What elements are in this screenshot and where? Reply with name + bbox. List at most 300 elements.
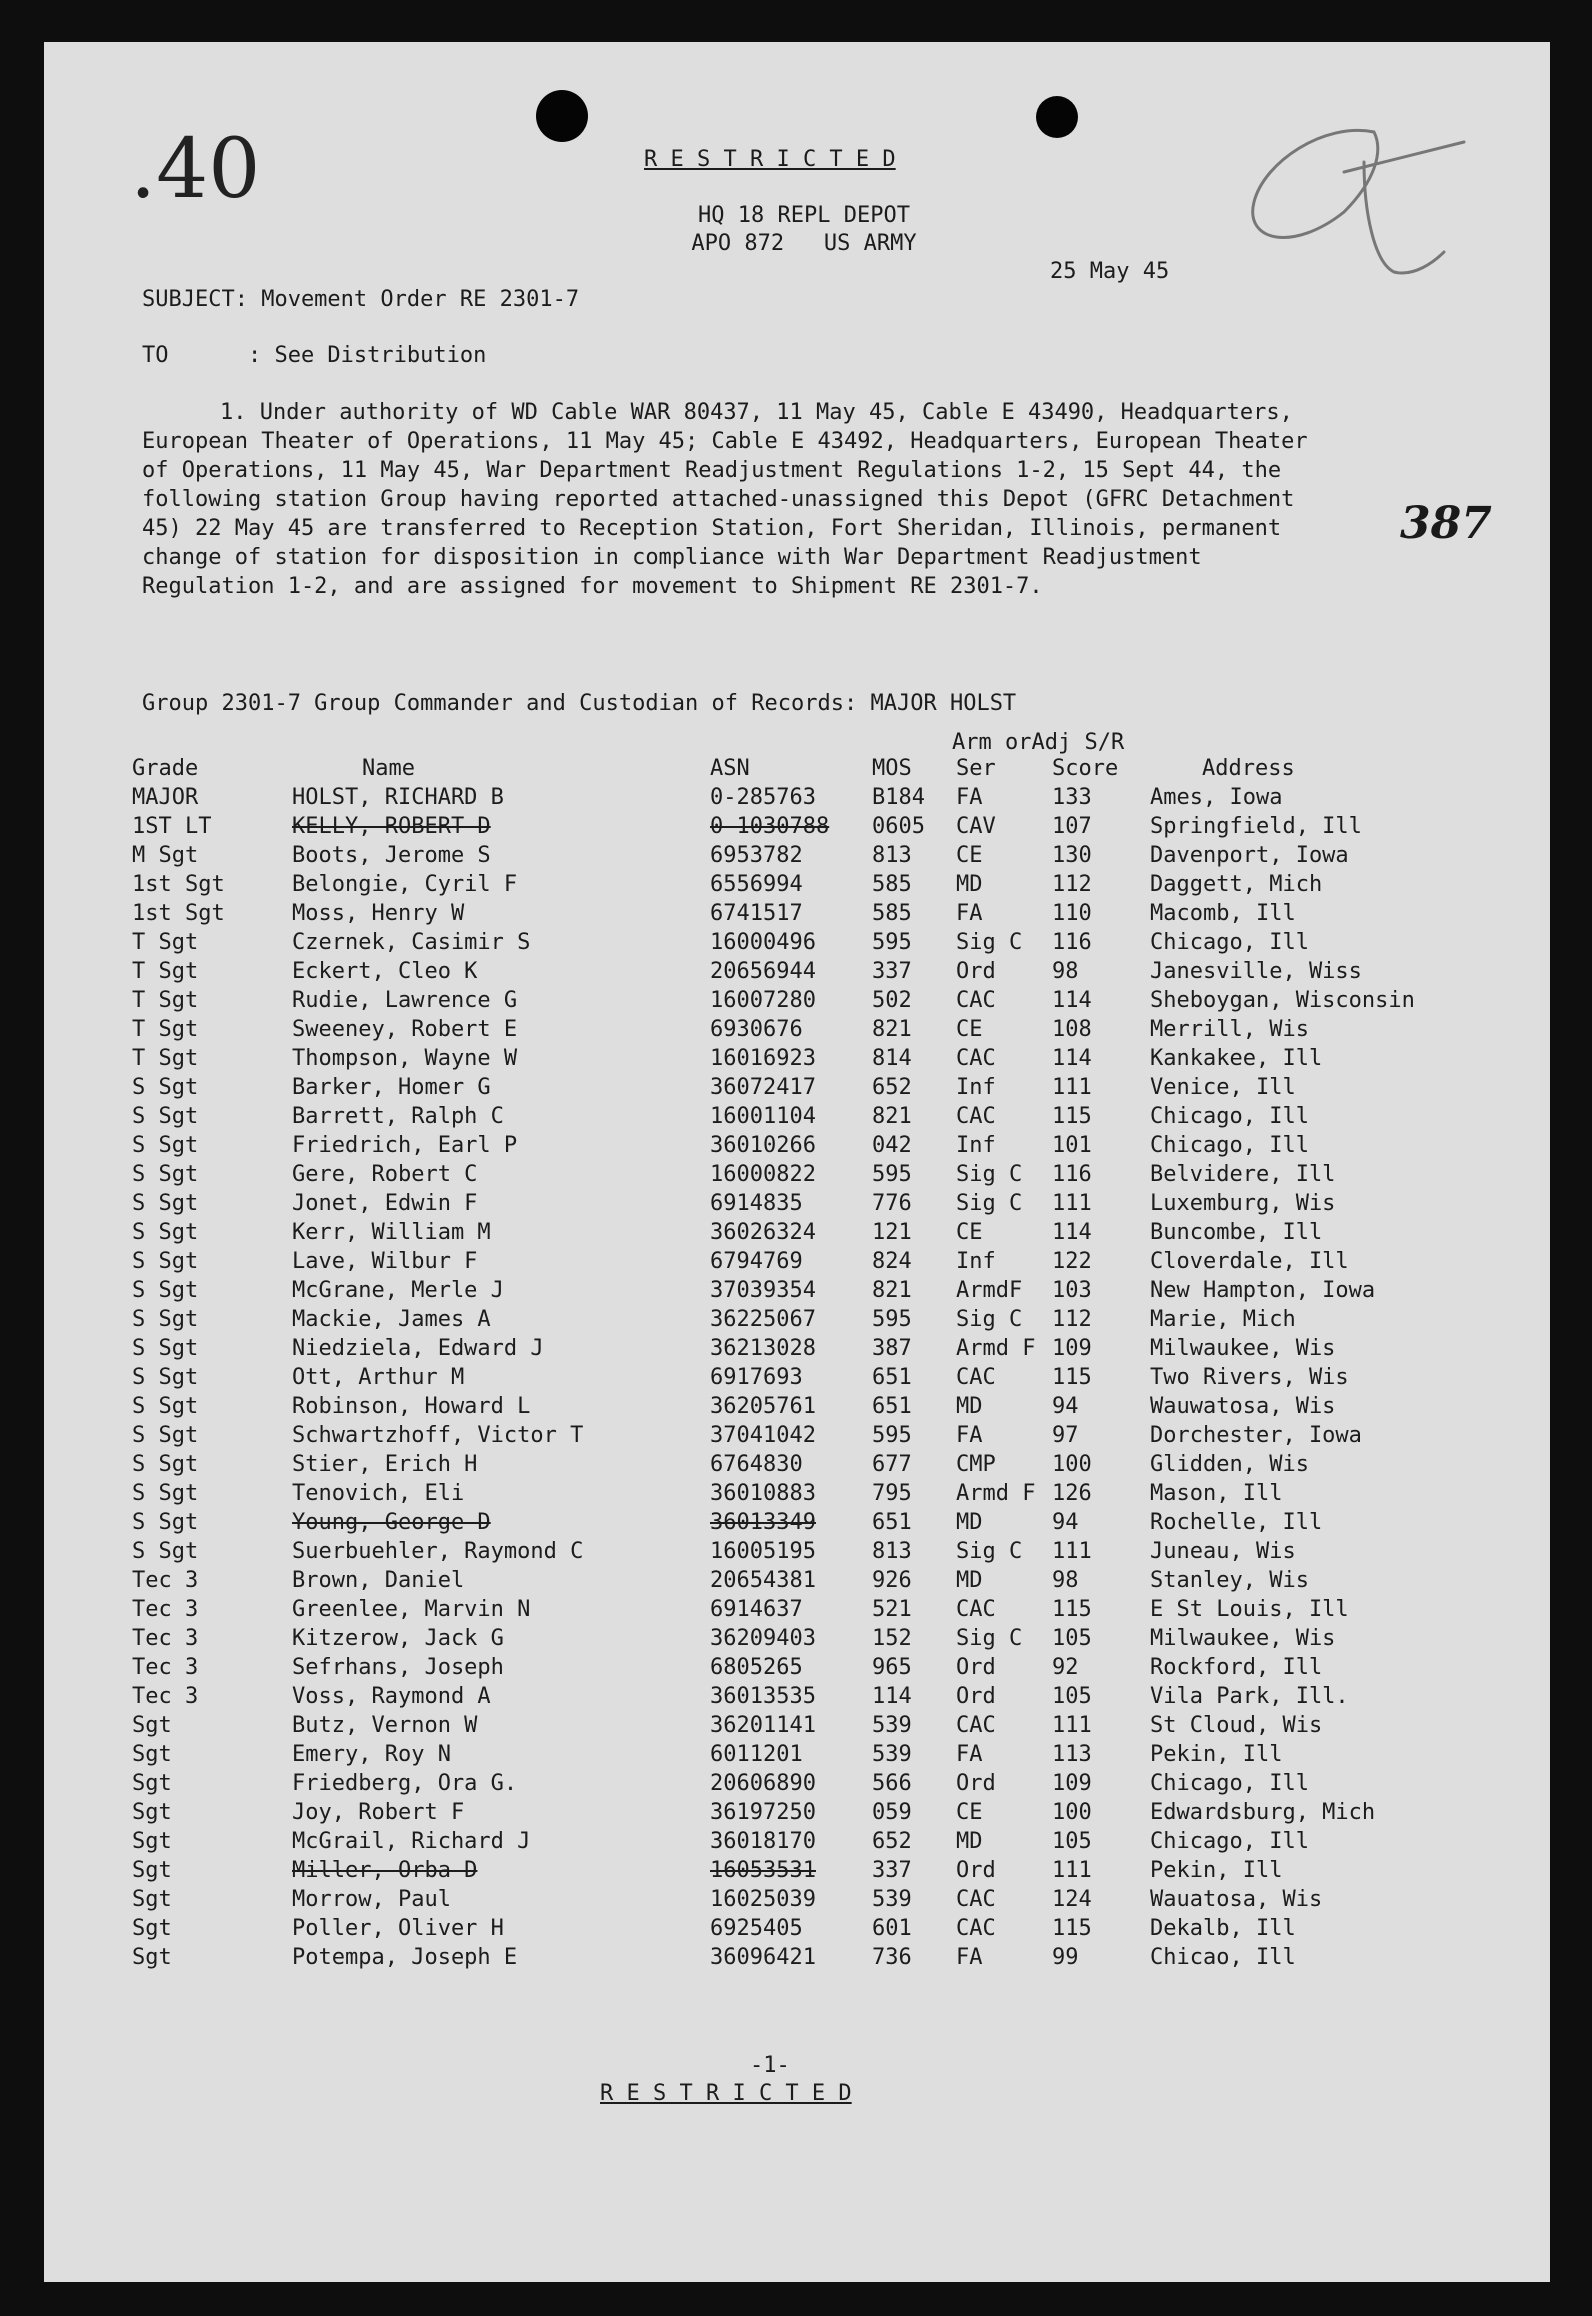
cell-arm: Ord <box>956 1655 996 1680</box>
cell-arm: CAC <box>956 1713 996 1738</box>
cell-arm: Ord <box>956 959 996 984</box>
table-row <box>132 1073 1472 1102</box>
cell-name: Rudie, Lawrence G <box>292 988 518 1013</box>
cell-address: Merrill, Wis <box>1150 1017 1309 1042</box>
cell-grade: S Sgt <box>132 1539 199 1564</box>
cell-grade: S Sgt <box>132 1075 199 1100</box>
cell-mos: 601 <box>872 1916 912 1941</box>
cell-mos: 585 <box>872 901 912 926</box>
cell-grade: S Sgt <box>132 1423 199 1448</box>
table-row <box>132 1015 1472 1044</box>
cell-arm: MD <box>956 1568 983 1593</box>
cell-mos: 042 <box>872 1133 912 1158</box>
cell-asn: 36201141 <box>710 1713 816 1738</box>
cell-asn: 36010266 <box>710 1133 816 1158</box>
cell-name: HOLST, RICHARD B <box>292 785 504 810</box>
cell-grade: S Sgt <box>132 1510 199 1535</box>
cell-mos: 502 <box>872 988 912 1013</box>
restricted-header: R E S T R I C T E D <box>644 147 896 172</box>
cell-grade: Sgt <box>132 1858 172 1883</box>
table-row <box>132 1711 1472 1740</box>
to-line: TO : See Distribution <box>142 343 487 368</box>
cell-asn: 6764830 <box>710 1452 803 1477</box>
cell-name: Kerr, William M <box>292 1220 491 1245</box>
cell-arm: CE <box>956 843 983 868</box>
cell-address: Belvidere, Ill <box>1150 1162 1336 1187</box>
cell-mos: 337 <box>872 1858 912 1883</box>
cell-mos: 821 <box>872 1278 912 1303</box>
cell-name: Eckert, Cleo K <box>292 959 478 984</box>
roster-header-top <box>132 728 1472 754</box>
table-row <box>132 1508 1472 1537</box>
table-row <box>132 1044 1472 1073</box>
cell-asn: 16025039 <box>710 1887 816 1912</box>
cell-arm: FA <box>956 1423 983 1448</box>
table-row <box>132 870 1472 899</box>
cell-mos: 926 <box>872 1568 912 1593</box>
cell-name: Potempa, Joseph E <box>292 1945 518 1970</box>
cell-asn: 16000496 <box>710 930 816 955</box>
table-row <box>132 1566 1472 1595</box>
cell-score: 110 <box>1052 901 1092 926</box>
cell-asn: 20654381 <box>710 1568 816 1593</box>
cell-name: Friedberg, Ora G. <box>292 1771 518 1796</box>
cell-arm: Armd F <box>956 1481 1036 1506</box>
table-row <box>132 1218 1472 1247</box>
cell-asn: 6805265 <box>710 1655 803 1680</box>
cell-arm: CE <box>956 1220 983 1245</box>
cell-mos: 114 <box>872 1684 912 1709</box>
cell-address: Buncombe, Ill <box>1150 1220 1323 1245</box>
cell-score: 109 <box>1052 1336 1092 1361</box>
roster-rows <box>132 783 1472 1972</box>
cell-name: Barker, Homer G <box>292 1075 491 1100</box>
table-row <box>132 1769 1472 1798</box>
cell-name: Suerbuehler, Raymond C <box>292 1539 584 1564</box>
table-row <box>132 812 1472 841</box>
cell-name: Brown, Daniel <box>292 1568 465 1593</box>
cell-mos: 652 <box>872 1829 912 1854</box>
order-paragraph <box>142 398 1342 601</box>
cell-score: 115 <box>1052 1597 1092 1622</box>
cell-name: Joy, Robert F <box>292 1800 465 1825</box>
table-row <box>132 1740 1472 1769</box>
table-row <box>132 1160 1472 1189</box>
cell-score: 111 <box>1052 1539 1092 1564</box>
cell-grade: MAJOR <box>132 785 199 810</box>
cell-arm: Sig C <box>956 1539 1023 1564</box>
cell-address: Wauwatosa, Wis <box>1150 1394 1336 1419</box>
cell-address: Janesville, Wiss <box>1150 959 1362 984</box>
column-header-address: Address <box>1202 756 1295 781</box>
cell-score: 100 <box>1052 1800 1092 1825</box>
cell-mos: 813 <box>872 1539 912 1564</box>
cell-grade: Sgt <box>132 1771 172 1796</box>
cell-mos: 776 <box>872 1191 912 1216</box>
cell-mos: 059 <box>872 1800 912 1825</box>
cell-score: 130 <box>1052 843 1092 868</box>
cell-asn: 36213028 <box>710 1336 816 1361</box>
table-row <box>132 1392 1472 1421</box>
cell-arm: Inf <box>956 1249 996 1274</box>
cell-address: Chicago, Ill <box>1150 1133 1309 1158</box>
personnel-roster <box>132 728 1472 1972</box>
cell-mos: 824 <box>872 1249 912 1274</box>
cell-grade: 1ST LT <box>132 814 212 839</box>
cell-arm: Ord <box>956 1858 996 1883</box>
cell-address: Milwaukee, Wis <box>1150 1626 1336 1651</box>
cell-arm: CE <box>956 1017 983 1042</box>
cell-arm: Sig C <box>956 1626 1023 1651</box>
cell-name: Thompson, Wayne W <box>292 1046 518 1071</box>
cell-mos: 651 <box>872 1394 912 1419</box>
cell-mos: 736 <box>872 1945 912 1970</box>
table-row <box>132 1421 1472 1450</box>
cell-asn: 36013535 <box>710 1684 816 1709</box>
cell-score: 122 <box>1052 1249 1092 1274</box>
cell-mos: 651 <box>872 1365 912 1390</box>
cell-grade: Tec 3 <box>132 1568 199 1593</box>
table-row <box>132 1914 1472 1943</box>
cell-score: 126 <box>1052 1481 1092 1506</box>
cell-address: Chicao, Ill <box>1150 1945 1296 1970</box>
cell-arm: Sig C <box>956 1191 1023 1216</box>
cell-name: Niedziela, Edward J <box>292 1336 544 1361</box>
cell-asn: 6914637 <box>710 1597 803 1622</box>
cell-name: Belongie, Cyril F <box>292 872 518 897</box>
column-header-arm-adj-score: Arm orAdj S/R <box>952 730 1125 755</box>
cell-address: Marie, Mich <box>1150 1307 1296 1332</box>
cell-mos: 539 <box>872 1742 912 1767</box>
cell-address: Chicago, Ill <box>1150 1104 1309 1129</box>
cell-grade: S Sgt <box>132 1336 199 1361</box>
cell-score: 133 <box>1052 785 1092 810</box>
cell-arm: CAV <box>956 814 996 839</box>
table-row <box>132 1189 1472 1218</box>
cell-address: Luxemburg, Wis <box>1150 1191 1336 1216</box>
cell-grade: S Sgt <box>132 1162 199 1187</box>
cell-name: Barrett, Ralph C <box>292 1104 504 1129</box>
cell-grade: S Sgt <box>132 1307 199 1332</box>
cell-mos: 595 <box>872 930 912 955</box>
cell-arm: Ord <box>956 1684 996 1709</box>
cell-name: Sweeney, Robert E <box>292 1017 518 1042</box>
cell-arm: Inf <box>956 1075 996 1100</box>
cell-mos: 121 <box>872 1220 912 1245</box>
cell-name: Poller, Oliver H <box>292 1916 504 1941</box>
cell-asn: 37039354 <box>710 1278 816 1303</box>
page-number: -1- <box>750 2053 790 2078</box>
table-row <box>132 1798 1472 1827</box>
table-row <box>132 1305 1472 1334</box>
cell-mos: 152 <box>872 1626 912 1651</box>
cell-score: 111 <box>1052 1713 1092 1738</box>
table-row <box>132 1827 1472 1856</box>
subject-line: SUBJECT: Movement Order RE 2301-7 <box>142 287 580 312</box>
cell-mos: 337 <box>872 959 912 984</box>
table-row <box>132 957 1472 986</box>
roster-header <box>132 754 1472 783</box>
cell-address: Dorchester, Iowa <box>1150 1423 1362 1448</box>
cell-grade: S Sgt <box>132 1191 199 1216</box>
cell-address: Pekin, Ill <box>1150 1858 1283 1883</box>
cell-grade: Sgt <box>132 1945 172 1970</box>
cell-score: 92 <box>1052 1655 1079 1680</box>
cell-name: KELLY, ROBERT D <box>292 814 491 839</box>
cell-name: Lave, Wilbur F <box>292 1249 478 1274</box>
cell-name: Czernek, Casimir S <box>292 930 531 955</box>
table-row <box>132 1479 1472 1508</box>
cell-name: Emery, Roy N <box>292 1742 451 1767</box>
cell-arm: FA <box>956 785 983 810</box>
cell-name: Young, George D <box>292 1510 491 1535</box>
cell-address: Two Rivers, Wis <box>1150 1365 1349 1390</box>
cell-address: St Cloud, Wis <box>1150 1713 1323 1738</box>
cell-grade: Sgt <box>132 1887 172 1912</box>
cell-asn: 20606890 <box>710 1771 816 1796</box>
cell-mos: 814 <box>872 1046 912 1071</box>
cell-asn: 0-285763 <box>710 785 816 810</box>
table-row <box>132 1102 1472 1131</box>
cell-address: Sheboygan, Wisconsin <box>1150 988 1415 1013</box>
table-row <box>132 1943 1472 1972</box>
cell-grade: Tec 3 <box>132 1655 199 1680</box>
cell-asn: 16001104 <box>710 1104 816 1129</box>
cell-score: 112 <box>1052 1307 1092 1332</box>
table-row <box>132 841 1472 870</box>
cell-address: Daggett, Mich <box>1150 872 1323 897</box>
cell-name: Kitzerow, Jack G <box>292 1626 504 1651</box>
cell-grade: S Sgt <box>132 1104 199 1129</box>
cell-mos: 965 <box>872 1655 912 1680</box>
cell-grade: 1st Sgt <box>132 901 225 926</box>
cell-asn: 6917693 <box>710 1365 803 1390</box>
cell-asn: 36197250 <box>710 1800 816 1825</box>
cell-grade: Sgt <box>132 1800 172 1825</box>
cell-score: 103 <box>1052 1278 1092 1303</box>
cell-address: Macomb, Ill <box>1150 901 1296 926</box>
cell-arm: CMP <box>956 1452 996 1477</box>
table-row <box>132 1131 1472 1160</box>
cell-mos: 813 <box>872 843 912 868</box>
restricted-footer: R E S T R I C T E D <box>600 2081 852 2106</box>
cell-score: 111 <box>1052 1191 1092 1216</box>
cell-asn: 16007280 <box>710 988 816 1013</box>
cell-arm: Inf <box>956 1133 996 1158</box>
table-row <box>132 1653 1472 1682</box>
cell-asn: 37041042 <box>710 1423 816 1448</box>
cell-asn: 36013349 <box>710 1510 816 1535</box>
cell-mos: 539 <box>872 1713 912 1738</box>
table-row <box>132 1885 1472 1914</box>
cell-asn: 6953782 <box>710 843 803 868</box>
cell-score: 100 <box>1052 1452 1092 1477</box>
cell-score: 105 <box>1052 1626 1092 1651</box>
cell-mos: 652 <box>872 1075 912 1100</box>
cell-grade: T Sgt <box>132 1046 199 1071</box>
cell-arm: Armd F <box>956 1336 1036 1361</box>
cell-score: 114 <box>1052 1046 1092 1071</box>
cell-mos: 595 <box>872 1162 912 1187</box>
cell-address: Vila Park, Ill. <box>1150 1684 1349 1709</box>
cell-score: 114 <box>1052 1220 1092 1245</box>
cell-grade: M Sgt <box>132 843 199 868</box>
cell-address: Springfield, Ill <box>1150 814 1362 839</box>
column-header-arm: Ser <box>956 756 996 781</box>
cell-score: 105 <box>1052 1829 1092 1854</box>
cell-score: 116 <box>1052 1162 1092 1187</box>
cell-name: Sefrhans, Joseph <box>292 1655 504 1680</box>
group-line: Group 2301-7 Group Commander and Custodian of Records: MAJOR HOLST <box>142 691 1017 716</box>
cell-asn: 6556994 <box>710 872 803 897</box>
cell-asn: 16016923 <box>710 1046 816 1071</box>
cell-score: 98 <box>1052 959 1079 984</box>
cell-name: Tenovich, Eli <box>292 1481 465 1506</box>
cell-arm: MD <box>956 1829 983 1854</box>
table-row <box>132 1247 1472 1276</box>
cell-address: New Hampton, Iowa <box>1150 1278 1376 1303</box>
punch-hole <box>536 90 588 142</box>
cell-grade: Sgt <box>132 1713 172 1738</box>
table-row <box>132 1595 1472 1624</box>
cell-asn: 16000822 <box>710 1162 816 1187</box>
cell-asn: 36096421 <box>710 1945 816 1970</box>
cell-asn: 6914835 <box>710 1191 803 1216</box>
cell-name: Jonet, Edwin F <box>292 1191 478 1216</box>
cell-asn: 20656944 <box>710 959 816 984</box>
cell-name: Boots, Jerome S <box>292 843 491 868</box>
table-row <box>132 1276 1472 1305</box>
cell-grade: S Sgt <box>132 1249 199 1274</box>
cell-arm: CAC <box>956 1916 996 1941</box>
cell-asn: 36072417 <box>710 1075 816 1100</box>
cell-asn: 36026324 <box>710 1220 816 1245</box>
cell-address: Chicago, Ill <box>1150 1771 1309 1796</box>
cell-score: 116 <box>1052 930 1092 955</box>
cell-score: 115 <box>1052 1104 1092 1129</box>
cell-address: Mason, Ill <box>1150 1481 1283 1506</box>
cell-name: Moss, Henry W <box>292 901 465 926</box>
cell-score: 114 <box>1052 988 1092 1013</box>
cell-grade: Sgt <box>132 1916 172 1941</box>
cell-name: Morrow, Paul <box>292 1887 451 1912</box>
table-row <box>132 1624 1472 1653</box>
cell-address: Edwardsburg, Mich <box>1150 1800 1376 1825</box>
handwritten-mark <box>1224 112 1474 282</box>
cell-score: 111 <box>1052 1858 1092 1883</box>
cell-arm: CAC <box>956 1365 996 1390</box>
cell-mos: 651 <box>872 1510 912 1535</box>
cell-arm: Ord <box>956 1771 996 1796</box>
cell-asn: 36205761 <box>710 1394 816 1419</box>
table-row <box>132 899 1472 928</box>
cell-asn: 6930676 <box>710 1017 803 1042</box>
cell-mos: 595 <box>872 1423 912 1448</box>
cell-address: Kankakee, Ill <box>1150 1046 1323 1071</box>
cell-arm: FA <box>956 1945 983 1970</box>
cell-grade: S Sgt <box>132 1481 199 1506</box>
document-page <box>44 42 1550 2282</box>
cell-grade: S Sgt <box>132 1278 199 1303</box>
cell-address: Milwaukee, Wis <box>1150 1336 1336 1361</box>
cell-score: 115 <box>1052 1365 1092 1390</box>
cell-name: Robinson, Howard L <box>292 1394 531 1419</box>
cell-name: Voss, Raymond A <box>292 1684 491 1709</box>
cell-name: Greenlee, Marvin N <box>292 1597 531 1622</box>
cell-grade: Tec 3 <box>132 1684 199 1709</box>
cell-name: McGrane, Merle J <box>292 1278 504 1303</box>
cell-mos: 595 <box>872 1307 912 1332</box>
cell-name: Stier, Erich H <box>292 1452 478 1477</box>
cell-mos: 0605 <box>872 814 925 839</box>
column-header-mos: MOS <box>872 756 912 781</box>
cell-asn: 36018170 <box>710 1829 816 1854</box>
cell-address: Dekalb, Ill <box>1150 1916 1296 1941</box>
unit-line-1: HQ 18 REPL DEPOT <box>698 203 910 228</box>
cell-mos: B184 <box>872 785 925 810</box>
cell-asn: 36225067 <box>710 1307 816 1332</box>
cell-address: Stanley, Wis <box>1150 1568 1309 1593</box>
cell-mos: 539 <box>872 1887 912 1912</box>
table-row <box>132 1363 1472 1392</box>
table-row <box>132 1450 1472 1479</box>
cell-score: 112 <box>1052 872 1092 897</box>
cell-mos: 387 <box>872 1336 912 1361</box>
table-row <box>132 1334 1472 1363</box>
column-header-asn: ASN <box>710 756 750 781</box>
cell-address: Ames, Iowa <box>1150 785 1283 810</box>
cell-grade: 1st Sgt <box>132 872 225 897</box>
cell-grade: S Sgt <box>132 1133 199 1158</box>
cell-name: Gere, Robert C <box>292 1162 478 1187</box>
cell-grade: T Sgt <box>132 1017 199 1042</box>
cell-arm: FA <box>956 901 983 926</box>
table-row <box>132 1856 1472 1885</box>
stamped-page-number: 387 <box>1400 498 1492 549</box>
cell-arm: Sig C <box>956 1162 1023 1187</box>
cell-score: 109 <box>1052 1771 1092 1796</box>
table-row <box>132 783 1472 812</box>
cell-mos: 585 <box>872 872 912 897</box>
table-row <box>132 928 1472 957</box>
cell-arm: CE <box>956 1800 983 1825</box>
cell-arm: MD <box>956 1510 983 1535</box>
table-row <box>132 1682 1472 1711</box>
cell-grade: Sgt <box>132 1742 172 1767</box>
cell-address: Rochelle, Ill <box>1150 1510 1323 1535</box>
cell-score: 124 <box>1052 1887 1092 1912</box>
cell-mos: 677 <box>872 1452 912 1477</box>
cell-address: E St Louis, Ill <box>1150 1597 1349 1622</box>
cell-score: 101 <box>1052 1133 1092 1158</box>
cell-address: Cloverdale, Ill <box>1150 1249 1349 1274</box>
cell-grade: S Sgt <box>132 1394 199 1419</box>
cell-name: Ott, Arthur M <box>292 1365 465 1390</box>
cell-grade: S Sgt <box>132 1452 199 1477</box>
cell-mos: 521 <box>872 1597 912 1622</box>
column-header-name: Name <box>362 756 415 781</box>
cell-score: 99 <box>1052 1945 1079 1970</box>
cell-arm: ArmdF <box>956 1278 1023 1303</box>
table-row <box>132 986 1472 1015</box>
cell-grade: T Sgt <box>132 959 199 984</box>
cell-arm: CAC <box>956 1887 996 1912</box>
cell-asn: 6925405 <box>710 1916 803 1941</box>
unit-line-2: APO 872 US ARMY <box>691 231 917 256</box>
cell-address: Venice, Ill <box>1150 1075 1296 1100</box>
cell-name: Butz, Vernon W <box>292 1713 478 1738</box>
paragraph-text: 1. Under authority of WD Cable WAR 80437, 11 May 45, Cable E 43490, Headquarters, European Theater of Operations, 11 May 45; Cable E 43492, Headquarters, European Theater of Operations, 11 May 45, War Department Readjustment Regulations 1-2, 15 Sept 44, the following station Group having reported attached-unassigned this Depot (GFRC Detachment 45) 22 May 45 are transferred to Reception Station, Fort Sheridan, Illinois, permanent change of station for disposition in compliance with War Department Readjustment Regulation 1-2, and are assigned for movement to Shipment RE 2301-7. <box>142 400 1308 599</box>
